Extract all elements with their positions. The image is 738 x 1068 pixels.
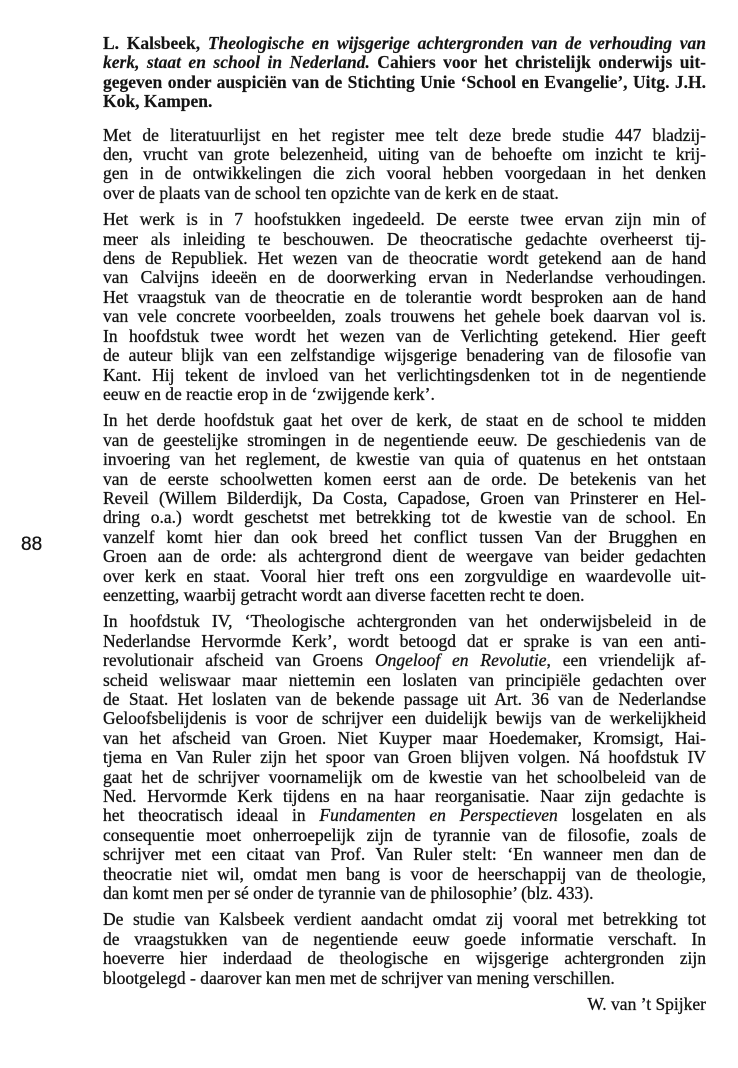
text-line: De studie van Kalsbeek verdient aandacht omdat zij vooral met betrekking tot	[103, 909, 706, 930]
text-line: scheid weliswaar maar niettemin een loslaten van principiële gedachten over	[103, 669, 706, 690]
text-line: consequentie moet onherroepelijk zijn de tyrannie van de filosofie, zoals de	[103, 824, 706, 845]
book-reference-line: gegeven onder auspiciën van de Stichting Unie ‘School en Evangelie’, Uitg. J.H.	[103, 71, 706, 92]
paragraph-5	[103, 910, 706, 988]
text-line: de vraagstukken van de negentiende eeuw goede informatie verschaft. In	[103, 928, 706, 949]
text-line: van de geestelijke stromingen in de negentiende eeuw. De geschiedenis van de	[103, 429, 706, 450]
book-reference-line	[103, 53, 706, 72]
text-line: vanzelf komt hier dan ook breed het conflict tussen Van der Brugghen en	[103, 526, 706, 547]
text-line: over de plaats van de school ten opzichte van de kerk en de staat.	[103, 182, 559, 203]
text-line: In het derde hoofdstuk gaat het over de kerk, de staat en de school te midden	[103, 410, 706, 431]
text-line: In hoofdstuk IV, ‘Theologische achtergronden van het onderwijsbeleid in de	[103, 611, 706, 632]
text-line: tjema en Van Ruler zijn het spoor van Groen blijven volgen. Ná hoofdstuk IV	[103, 747, 706, 768]
book-reference-line: Kok, Kampen.	[103, 91, 213, 112]
text-line: Met de literatuurlijst en het register mee telt deze brede studie 447 bladzij-	[103, 124, 706, 145]
text-line: gaat het de schrijver voornamelijk om de kwestie van het schoolbeleid van de	[103, 766, 706, 787]
italic-title-text: Ongeloof en Revolutie	[375, 650, 547, 671]
italic-title-text: Fundamenten en Perspectieven	[319, 805, 558, 826]
text-line: de Staat. Het loslaten van de bekende passage uit Art. 36 van de Nederlandse	[103, 689, 706, 709]
text-line: schrijver met een citaat van Prof. Van Ruler stelt: ‘En wanneer men dan de	[103, 844, 706, 865]
text-run: , een vriendelijk af-	[546, 650, 706, 671]
paragraph-2	[103, 210, 706, 404]
italic-title-text: Theologische en wijsgerige achtergronden van de verhouding van	[207, 33, 706, 53]
paragraph-4	[103, 612, 706, 903]
text-line: van de eerste schoolwetten komen eerst aan de orde. De betekenis van het	[103, 468, 706, 489]
text-line: dens de Republiek. Het wezen van de theocratie wordt getekend aan de hand	[103, 248, 706, 269]
page-number: 88	[21, 534, 43, 555]
book-reference	[103, 34, 706, 112]
text-line: Het vraagstuk van de theocratie en de tolerantie wordt besproken aan de hand	[103, 286, 706, 307]
book-reference-line	[103, 34, 706, 53]
text-line: dring o.a.) wordt geschetst met betrekking tot de kwestie van de school. En	[103, 507, 706, 528]
text-line: den, vrucht van grote belezenheid, uiting van de behoefte om inzicht te krij-	[103, 144, 706, 165]
text-line: blootgelegd - daarover kan men met de schrijver van mening verschillen.	[103, 967, 615, 988]
text-line: meer als inleiding te beschouwen. De theocratische gedachte overheerst tij-	[103, 228, 706, 249]
text-line: gen in de ontwikkelingen die zich vooral hebben voorgedaan in het denken	[103, 163, 706, 184]
text-line: In hoofdstuk twee wordt het wezen van de Verlichting getekend. Hier geeft	[103, 325, 706, 346]
text-line: Ned. Hervormde Kerk tijdens en na haar reorganisatie. Naar zijn gedachte is	[103, 786, 706, 807]
text-line: hoeverre hier inderdaad de theologische en wijsgerige achtergronden zijn	[103, 948, 706, 969]
paragraph-3	[103, 411, 706, 605]
text-line: Nederlandse Hervormde Kerk’, wordt betoogd dat er sprake is van een anti-	[103, 630, 706, 651]
text-run: losgelaten en als	[557, 805, 706, 826]
text-line: Groen aan de orde: als achtergrond dient de weergave van beider gedachten	[103, 546, 706, 567]
italic-title-text: kerk, staat en school in Nederland.	[103, 52, 370, 73]
text-line: Het werk is in 7 hoofstukken ingedeeld. De eerste twee ervan zijn min of	[103, 209, 706, 230]
text-run: revolutionair afscheid van Groens	[103, 650, 375, 671]
text-run: Cahiers voor het christelijk onderwijs uit-	[369, 52, 706, 73]
text-line: van Calvijns ideeën en de doorwerking ervan in Nederlandse verhoudingen.	[103, 267, 706, 288]
text-line: van vele concrete voorbeelden, zoals trouwens het gehele boek daarvan vol is.	[103, 306, 706, 327]
text-line: van het afscheid van Groen. Niet Kuyper maar Hoedemaker, Kromsigt, Hai-	[103, 727, 706, 748]
text-line: Geloofsbelijdenis is voor de schrijver een duidelijk bewijs van de werkelijkheid	[103, 708, 706, 729]
paragraph-1	[103, 126, 706, 204]
text-line: theocratie niet wil, omdat men bang is voor de heerschappij van de theologie,	[103, 863, 706, 884]
text-line	[103, 651, 706, 670]
text-line: eeuw en de reactie erop in de ‘zwijgende kerk’.	[103, 383, 435, 404]
text-line	[103, 806, 706, 825]
reviewer-signature: W. van ’t Spijker	[587, 994, 706, 1015]
text-run: het theocratisch ideaal in	[103, 805, 320, 826]
text-run: L. Kalsbeek,	[103, 33, 208, 53]
text-line: dan komt men per sé onder de tyrannie van de philosophie’ (blz. 433).	[103, 883, 594, 904]
text-line: invoering van het reglement, de kwestie van quia of quatenus en het ontstaan	[103, 449, 706, 470]
text-line: over kerk en staat. Vooral hier treft ons een zorgvuldige en waardevolle uit-	[103, 565, 706, 586]
text-line: Reveil (Willem Bilderdijk, Da Costa, Capadose, Groen van Prinsterer en Hel-	[103, 487, 706, 508]
text-column	[103, 34, 706, 1015]
text-line: de auteur blijk van een zelfstandige wijsgerige benadering van de filosofie van	[103, 345, 706, 366]
text-line: Kant. Hij tekent de invloed van het verlichtingsdenken tot in de negentiende	[103, 364, 706, 385]
text-line: eenzetting, waarbij getracht wordt aan diverse facetten recht te doen.	[103, 584, 585, 605]
